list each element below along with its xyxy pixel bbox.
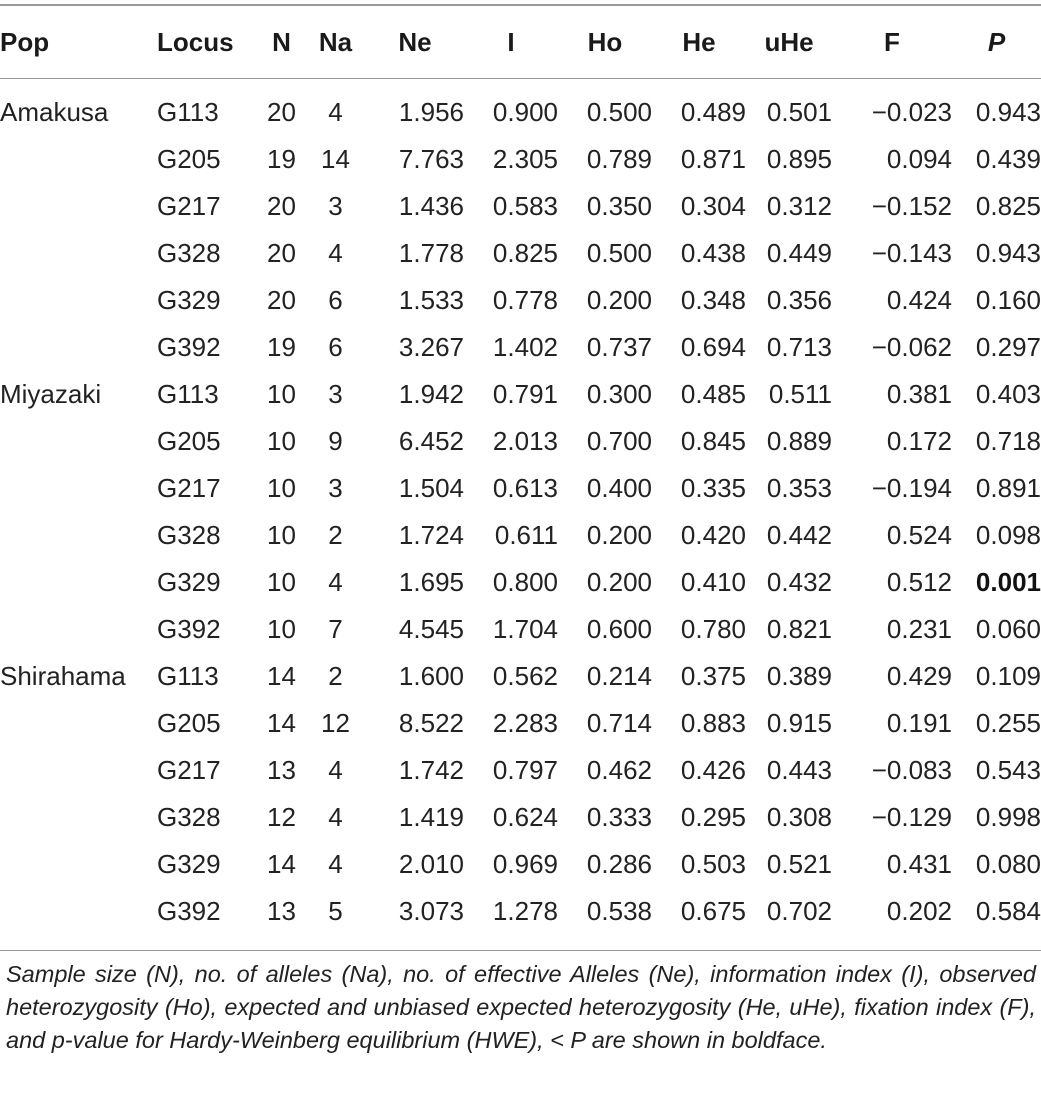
cell-locus: G392	[157, 896, 221, 926]
cell-n: 20	[267, 285, 296, 315]
cell-pop: Amakusa	[0, 96, 109, 127]
cell-pop: Shirahama	[0, 661, 126, 691]
cell-uhe: 0.501	[766, 96, 832, 127]
cell-n: 14	[267, 661, 296, 691]
col-header-ne: Ne	[398, 26, 432, 57]
cell-ho: 0.600	[586, 614, 652, 644]
table-row	[0, 418, 1041, 465]
cell-ne: 1.533	[398, 285, 464, 315]
cell-uhe: 0.521	[766, 849, 832, 879]
cell-ho: 0.286	[586, 849, 652, 879]
table-row	[0, 841, 1041, 888]
cell-f: 0.231	[886, 614, 952, 644]
cell-he: 0.675	[680, 896, 746, 926]
cell-p: 0.998	[975, 802, 1041, 832]
cell-uhe: 0.312	[766, 191, 832, 221]
table-row	[0, 559, 1041, 606]
cell-f: −0.194	[871, 473, 952, 503]
cell-p: 0.584	[975, 896, 1041, 926]
cell-locus: G205	[157, 144, 221, 174]
cell-pop	[0, 559, 157, 606]
cell-locus: G113	[157, 661, 219, 691]
cell-p: 0.891	[975, 473, 1041, 503]
cell-he: 0.410	[680, 567, 746, 597]
cell-na: 12	[321, 708, 350, 738]
cell-p: 0.297	[975, 332, 1041, 362]
cell-p: 0.255	[975, 708, 1041, 738]
cell-f: −0.152	[871, 191, 952, 221]
cell-ho: 0.700	[586, 426, 652, 456]
cell-ho: 0.500	[586, 96, 652, 127]
cell-pop	[0, 747, 157, 794]
cell-pop	[0, 136, 157, 183]
cell-he: 0.438	[680, 238, 746, 268]
cell-na: 5	[328, 896, 343, 926]
cell-ho: 0.789	[586, 144, 652, 174]
header-row	[0, 6, 1041, 78]
cell-p: 0.403	[975, 379, 1041, 409]
cell-he: 0.694	[680, 332, 746, 362]
table-row	[0, 747, 1041, 794]
cell-n: 10	[267, 614, 296, 644]
table-body	[0, 78, 1041, 935]
cell-locus: G205	[157, 426, 221, 456]
table-row	[0, 794, 1041, 841]
cell-p: 0.060	[975, 614, 1041, 644]
cell-he: 0.489	[680, 96, 746, 127]
cell-uhe: 0.432	[766, 567, 832, 597]
cell-n: 13	[267, 896, 296, 926]
table-row	[0, 78, 1041, 136]
cell-locus: G328	[157, 520, 221, 550]
cell-ne: 1.504	[398, 473, 464, 503]
cell-f: 0.512	[886, 567, 952, 597]
cell-ho: 0.200	[586, 567, 652, 597]
cell-na: 4	[328, 567, 343, 597]
cell-n: 10	[267, 567, 296, 597]
cell-ho: 0.214	[586, 661, 652, 691]
cell-ne: 6.452	[398, 426, 464, 456]
cell-uhe: 0.449	[766, 238, 832, 268]
cell-locus: G328	[157, 802, 221, 832]
cell-f: 0.431	[886, 849, 952, 879]
col-header-pop: Pop	[0, 26, 50, 57]
cell-ne: 7.763	[398, 144, 464, 174]
cell-ho: 0.200	[586, 520, 652, 550]
cell-ne: 1.742	[398, 755, 464, 785]
table-row	[0, 277, 1041, 324]
cell-p: 0.160	[975, 285, 1041, 315]
cell-locus: G392	[157, 614, 221, 644]
cell-he: 0.295	[680, 802, 746, 832]
cell-pop	[0, 230, 157, 277]
cell-uhe: 0.356	[766, 285, 832, 315]
cell-n: 19	[267, 332, 296, 362]
cell-ne: 1.724	[398, 520, 464, 550]
col-header-f: F	[884, 26, 900, 57]
cell-locus: G217	[157, 755, 221, 785]
cell-ne: 3.073	[398, 896, 464, 926]
cell-p: 0.943	[975, 96, 1041, 127]
cell-pop	[0, 512, 157, 559]
cell-na: 3	[328, 191, 343, 221]
cell-uhe: 0.442	[766, 520, 832, 550]
cell-f: 0.424	[886, 285, 952, 315]
col-header-na: Na	[318, 26, 353, 57]
cell-p: 0.080	[975, 849, 1041, 879]
cell-na: 3	[328, 379, 343, 409]
cell-pop	[0, 465, 157, 512]
cell-i: 0.562	[492, 661, 558, 691]
table-footnote: Sample size (N), no. of alleles (Na), no. of effective Alleles (Ne), information index (I), observed heterozygosity (Ho), expected and unbiased expected heterozygosity (He, uHe), fixation index (F), and p-value for Hardy-Weinberg equilibrium (HWE), < P are shown in boldface.	[6, 961, 1036, 1053]
cell-uhe: 0.308	[766, 802, 832, 832]
cell-uhe: 0.915	[766, 708, 832, 738]
cell-pop	[0, 794, 157, 841]
cell-he: 0.485	[680, 379, 746, 409]
cell-uhe: 0.443	[766, 755, 832, 785]
cell-i: 0.611	[494, 520, 558, 550]
cell-i: 1.278	[492, 896, 558, 926]
cell-f: −0.023	[871, 96, 952, 127]
cell-uhe: 0.713	[766, 332, 832, 362]
cell-he: 0.503	[680, 849, 746, 879]
cell-n: 14	[267, 708, 296, 738]
cell-na: 4	[328, 802, 343, 832]
col-header-ho: Ho	[587, 26, 623, 57]
cell-pop: Miyazaki	[0, 379, 102, 409]
cell-i: 2.305	[492, 144, 558, 174]
cell-he: 0.375	[680, 661, 746, 691]
cell-p: 0.943	[975, 238, 1041, 268]
cell-ne: 1.600	[398, 661, 464, 691]
cell-ne: 1.436	[398, 191, 464, 221]
cell-na: 7	[328, 614, 343, 644]
cell-ho: 0.737	[586, 332, 652, 362]
cell-ho: 0.333	[586, 802, 652, 832]
cell-ne: 8.522	[398, 708, 464, 738]
cell-n: 13	[267, 755, 296, 785]
cell-na: 4	[328, 755, 343, 785]
cell-ho: 0.462	[586, 755, 652, 785]
cell-i: 0.613	[492, 473, 558, 503]
cell-ho: 0.200	[586, 285, 652, 315]
cell-he: 0.871	[680, 144, 746, 174]
table-row	[0, 700, 1041, 747]
cell-f: 0.172	[886, 426, 952, 456]
cell-pop	[0, 606, 157, 653]
cell-p: 0.098	[975, 520, 1041, 550]
cell-p: 0.543	[975, 755, 1041, 785]
col-header-locus: Locus	[157, 26, 234, 57]
cell-he: 0.420	[680, 520, 746, 550]
cell-f: 0.381	[886, 379, 952, 409]
cell-uhe: 0.511	[768, 379, 832, 409]
cell-he: 0.780	[680, 614, 746, 644]
table-row	[0, 183, 1041, 230]
cell-i: 0.969	[492, 849, 558, 879]
cell-na: 4	[328, 96, 343, 127]
cell-locus: G113	[157, 379, 219, 409]
cell-ne: 1.419	[398, 802, 464, 832]
cell-locus: G329	[157, 849, 221, 879]
cell-f: 0.524	[886, 520, 952, 550]
cell-f: −0.062	[871, 332, 952, 362]
col-header-uhe: uHe	[764, 26, 814, 57]
cell-pop	[0, 183, 157, 230]
cell-n: 12	[267, 802, 296, 832]
col-header-i: I	[507, 26, 515, 57]
cell-na: 14	[321, 144, 350, 174]
cell-p: 0.718	[975, 426, 1041, 456]
cell-f: −0.129	[871, 802, 952, 832]
cell-pop	[0, 324, 157, 371]
cell-n: 14	[267, 849, 296, 879]
cell-locus: G329	[157, 567, 221, 597]
cell-na: 4	[328, 849, 343, 879]
cell-locus: G205	[157, 708, 221, 738]
cell-he: 0.426	[680, 755, 746, 785]
cell-ne: 4.545	[398, 614, 464, 644]
cell-he: 0.348	[680, 285, 746, 315]
cell-na: 9	[328, 426, 343, 456]
cell-ne: 1.695	[398, 567, 464, 597]
cell-uhe: 0.895	[766, 144, 832, 174]
cell-locus: G328	[157, 238, 221, 268]
cell-f: −0.143	[871, 238, 952, 268]
cell-ne: 1.956	[398, 96, 464, 127]
table-row	[0, 888, 1041, 935]
cell-f: 0.202	[886, 896, 952, 926]
table-row	[0, 606, 1041, 653]
cell-n: 20	[267, 238, 296, 268]
cell-i: 2.013	[492, 426, 558, 456]
cell-pop	[0, 700, 157, 747]
cell-n: 10	[267, 473, 296, 503]
cell-locus: G217	[157, 473, 221, 503]
cell-ho: 0.300	[586, 379, 652, 409]
cell-f: 0.429	[886, 661, 952, 691]
cell-n: 10	[267, 379, 296, 409]
cell-locus: G217	[157, 191, 221, 221]
cell-na: 2	[328, 520, 343, 550]
cell-i: 0.797	[492, 755, 558, 785]
table-row	[0, 230, 1041, 277]
cell-i: 0.825	[492, 238, 558, 268]
cell-n: 10	[267, 520, 296, 550]
cell-i: 1.402	[492, 332, 558, 362]
data-table	[0, 6, 1041, 935]
cell-i: 0.583	[492, 191, 558, 221]
cell-he: 0.883	[680, 708, 746, 738]
cell-i: 0.624	[492, 802, 558, 832]
cell-locus: G329	[157, 285, 221, 315]
cell-he: 0.845	[680, 426, 746, 456]
cell-p: 0.109	[975, 661, 1041, 691]
cell-i: 1.704	[492, 614, 558, 644]
table-row	[0, 136, 1041, 183]
cell-na: 6	[328, 332, 343, 362]
cell-i: 0.800	[492, 567, 558, 597]
cell-na: 4	[328, 238, 343, 268]
cell-i: 0.778	[492, 285, 558, 315]
cell-pop	[0, 418, 157, 465]
cell-i: 0.900	[492, 96, 558, 127]
cell-he: 0.335	[680, 473, 746, 503]
cell-uhe: 0.702	[766, 896, 832, 926]
cell-locus: G392	[157, 332, 221, 362]
cell-uhe: 0.889	[766, 426, 832, 456]
cell-i: 2.283	[492, 708, 558, 738]
cell-f: 0.094	[886, 144, 952, 174]
cell-ho: 0.400	[586, 473, 652, 503]
cell-uhe: 0.821	[766, 614, 832, 644]
table-row	[0, 653, 1041, 700]
cell-ho: 0.538	[586, 896, 652, 926]
cell-uhe: 0.389	[766, 661, 832, 691]
cell-f: 0.191	[886, 708, 952, 738]
cell-locus: G113	[157, 96, 219, 127]
cell-pop	[0, 277, 157, 324]
col-header-he: He	[682, 26, 716, 57]
table-row	[0, 324, 1041, 371]
cell-ho: 0.714	[586, 708, 652, 738]
cell-n: 20	[267, 96, 296, 127]
cell-ho: 0.500	[586, 238, 652, 268]
cell-ne: 3.267	[398, 332, 464, 362]
cell-p: 0.001	[975, 567, 1041, 597]
table-row	[0, 371, 1041, 418]
cell-he: 0.304	[680, 191, 746, 221]
cell-pop	[0, 888, 157, 935]
cell-pop	[0, 841, 157, 888]
cell-i: 0.791	[492, 379, 558, 409]
cell-f: −0.083	[871, 755, 952, 785]
cell-p: 0.825	[975, 191, 1041, 221]
table-row	[0, 512, 1041, 559]
cell-n: 10	[267, 426, 296, 456]
cell-na: 2	[328, 661, 343, 691]
cell-uhe: 0.353	[766, 473, 832, 503]
cell-ne: 1.942	[398, 379, 464, 409]
bottom-rule	[0, 950, 1041, 951]
cell-ne: 2.010	[398, 849, 464, 879]
cell-ho: 0.350	[586, 191, 652, 221]
cell-n: 20	[267, 191, 296, 221]
cell-na: 3	[328, 473, 343, 503]
table-row	[0, 465, 1041, 512]
cell-na: 6	[328, 285, 343, 315]
col-header-p: P	[987, 26, 1006, 57]
col-header-n: N	[272, 26, 291, 57]
cell-ne: 1.778	[398, 238, 464, 268]
cell-p: 0.439	[975, 144, 1041, 174]
cell-n: 19	[267, 144, 296, 174]
